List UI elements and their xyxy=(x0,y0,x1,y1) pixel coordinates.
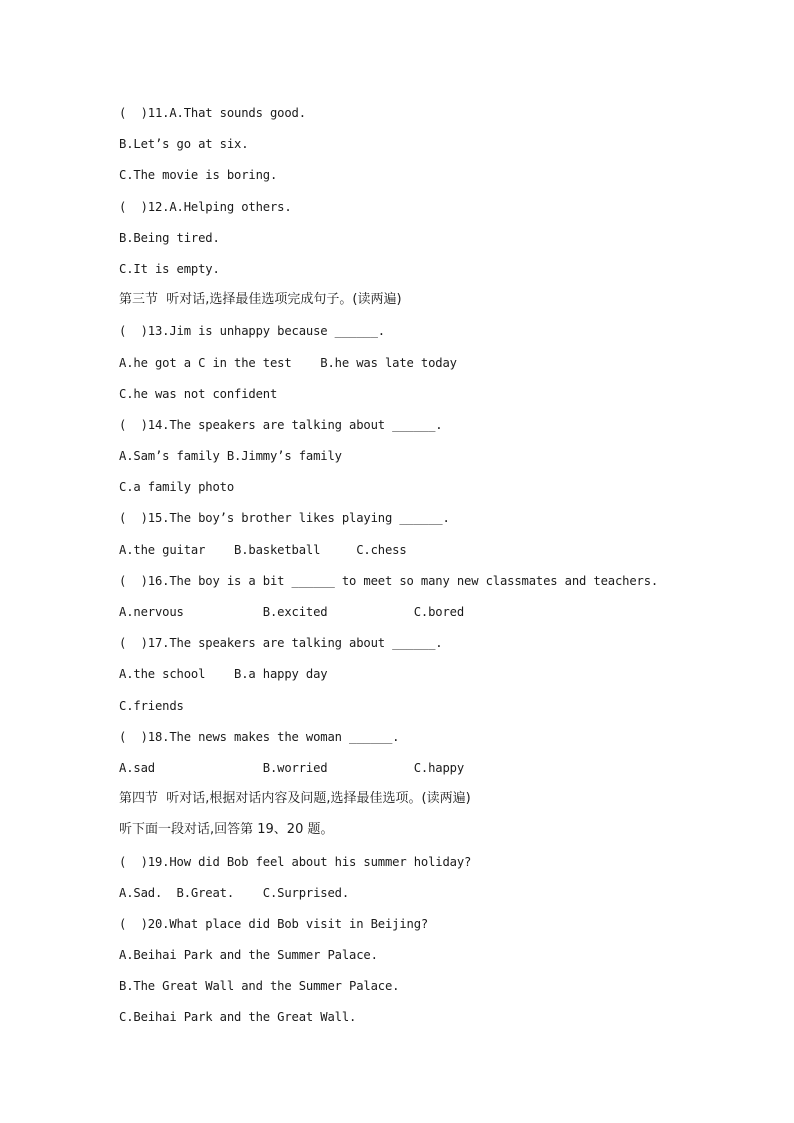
question-20: ( )20.What place did Bob visit in Beijing? xyxy=(119,916,429,931)
option-17-c: C.friends xyxy=(119,698,184,713)
options-15: A.the guitar B.basketball C.chess xyxy=(119,542,407,557)
option-13-c: C.he was not confident xyxy=(119,386,278,401)
options-18: A.sad B.worried C.happy xyxy=(119,760,464,775)
option-11-b: B.Let’s go at six. xyxy=(119,137,249,152)
exam-text xyxy=(119,102,759,1038)
option-20-b: B.The Great Wall and the Summer Palace. xyxy=(119,979,400,994)
dialogue-instruction: 听下面一段对话,回答第 19、20 题。 xyxy=(119,822,334,838)
question-16: ( )16.The boy is a bit ______ to meet so many new classmates and teachers. xyxy=(119,573,659,588)
option-20-c: C.Beihai Park and the Great Wall. xyxy=(119,1010,357,1025)
section-3-heading: 第三节 听对话,选择最佳选项完成句子。(读两遍) xyxy=(119,292,402,308)
options-19: A.Sad. B.Great. C.Surprised. xyxy=(119,885,349,900)
question-17: ( )17.The speakers are talking about ______. xyxy=(119,636,443,651)
question-14: ( )14.The speakers are talking about ______. xyxy=(119,417,443,432)
options-16: A.nervous B.excited C.bored xyxy=(119,605,464,619)
options-14-ab: A.Sam’s family B.Jimmy’s family xyxy=(119,449,342,464)
options-13-ab: A.he got a C in the test B.he was late today xyxy=(119,355,457,370)
question-15: ( )15.The boy’s brother likes playing ______. xyxy=(119,511,450,526)
section-4-heading: 第四节 听对话,根据对话内容及问题,选择最佳选项。(读两遍) xyxy=(119,791,471,807)
options-17-ab: A.the school B.a happy day xyxy=(119,667,328,682)
option-20-a: A.Beihai Park and the Summer Palace. xyxy=(119,948,378,963)
question-18: ( )18.The news makes the woman ______. xyxy=(119,729,400,744)
question-11: ( )11.A.That sounds good. xyxy=(119,106,306,120)
option-11-c: C.The movie is boring. xyxy=(119,168,278,183)
question-19: ( )19.How did Bob feel about his summer holiday? xyxy=(119,854,472,869)
question-13: ( )13.Jim is unhappy because ______. xyxy=(119,324,385,339)
option-12-c: C.It is empty. xyxy=(119,261,220,276)
question-12: ( )12.A.Helping others. xyxy=(119,199,292,214)
option-14-c: C.a family photo xyxy=(119,480,234,495)
option-12-b: B.Being tired. xyxy=(119,230,220,245)
